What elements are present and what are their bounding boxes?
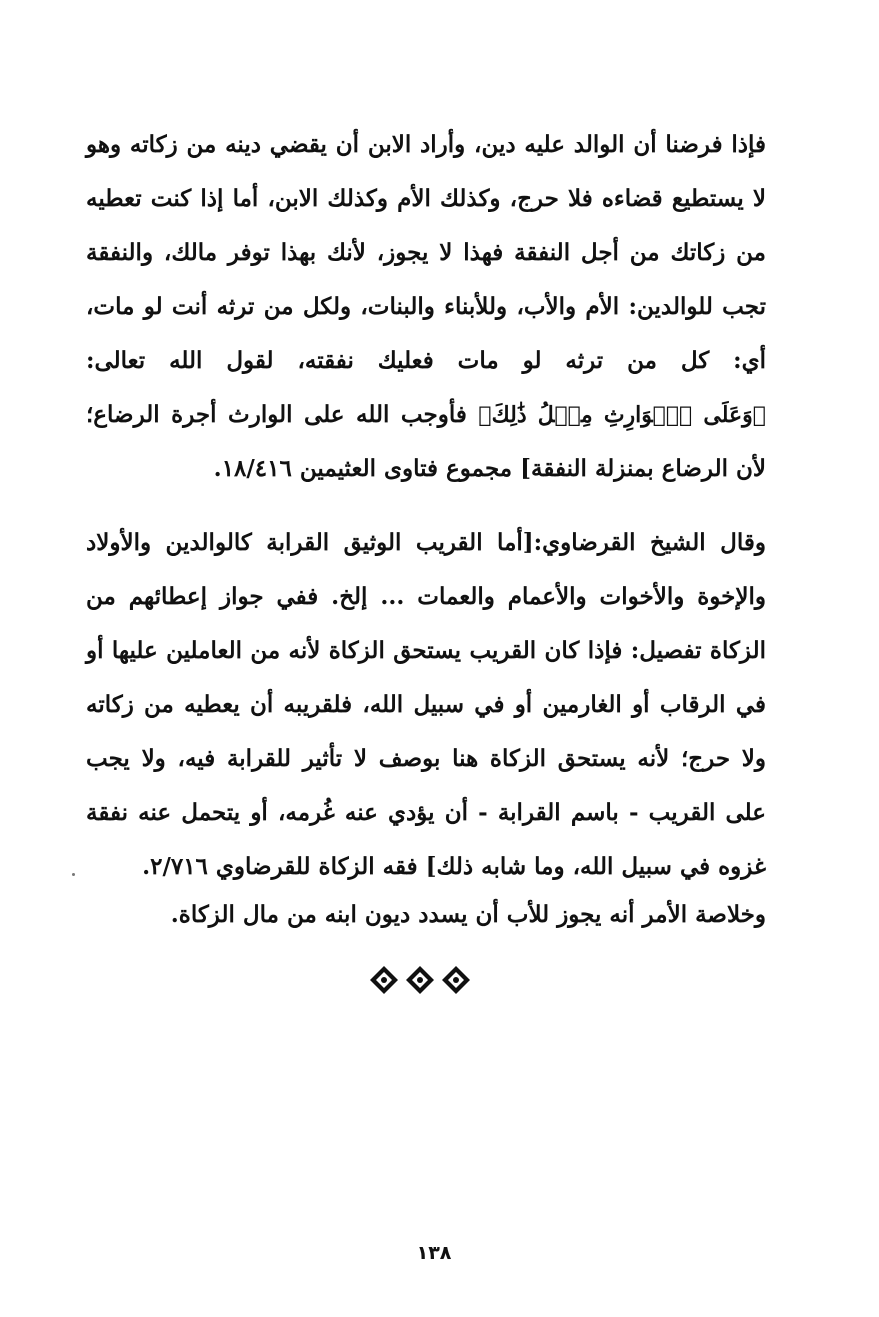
paragraph-zakat-debt-ruling — [86, 118, 766, 496]
page-number: ١٣٨ — [416, 1242, 452, 1264]
diamond-ornament-icon — [440, 964, 472, 996]
diamond-ornament-icon — [368, 964, 400, 996]
paragraph-1-tail-text: فأوجب الله على الوارث أجرة الرضاع؛ لأن الرضاع بمنزلة النفقة] مجموع فتاوى العثيمين ١٨/٤١٦. — [86, 401, 766, 482]
quran-verse-quote: ﴿وَعَلَى ٱلۡوَارِثِ مِثۡلُ ذَٰلِكَ﴾ — [478, 402, 766, 428]
scan-dot-mark — [72, 873, 75, 876]
paragraph-1-main-text: فإذا فرضنا أن الوالد عليه دين، وأراد الابن أن يقضي دينه من زكاته وهو لا يستطيع قضاءه فلا حرج، وكذلك الأم وكذلك الابن، أما إذا كنت تعطيه من زكاتك من أجل النفقة فهذا لا يجوز، لأنك بهذا توفر مالك، والنفقة تجب للوالدين: الأم والأب، وللأبناء والبنات، ولكل من ترثه أنت لو مات، أي: كل من ترثه لو مات فعليك نفقته، لقول الله تعالى: — [86, 131, 766, 374]
paragraph-qaradawi-quote: وقال الشيخ القرضاوي:[أما القريب الوثيق القرابة كالوالدين والأولاد والإخوة والأخوات والأعمام والعمات ... إلخ. ففي جواز إعطائهم من الزكاة تفصيل: فإذا كان القريب يستحق الزكاة لأنه من العاملين عليها أو في الرقاب أو الغارمين أو في سبيل الله، فلقريبه أن يعطيه من زكاته ولا حرج؛ لأنه يستحق الزكاة هنا بوصف لا تأثير للقرابة فيه، ولا يجب على القريب - باسم القرابة - أن يؤدي عنه غُرمه، أو يتحمل عنه نفقة غزوه في سبيل الله، وما شابه ذلك] فقه الزكاة للقرضاوي ٢/٧١٦. — [86, 529, 766, 880]
section-end-ornament — [368, 964, 472, 996]
diamond-ornament-icon — [404, 964, 436, 996]
paragraph-summary: وخلاصة الأمر أنه يجوز للأب أن يسدد ديون ابنه من مال الزكاة. — [170, 901, 766, 928]
